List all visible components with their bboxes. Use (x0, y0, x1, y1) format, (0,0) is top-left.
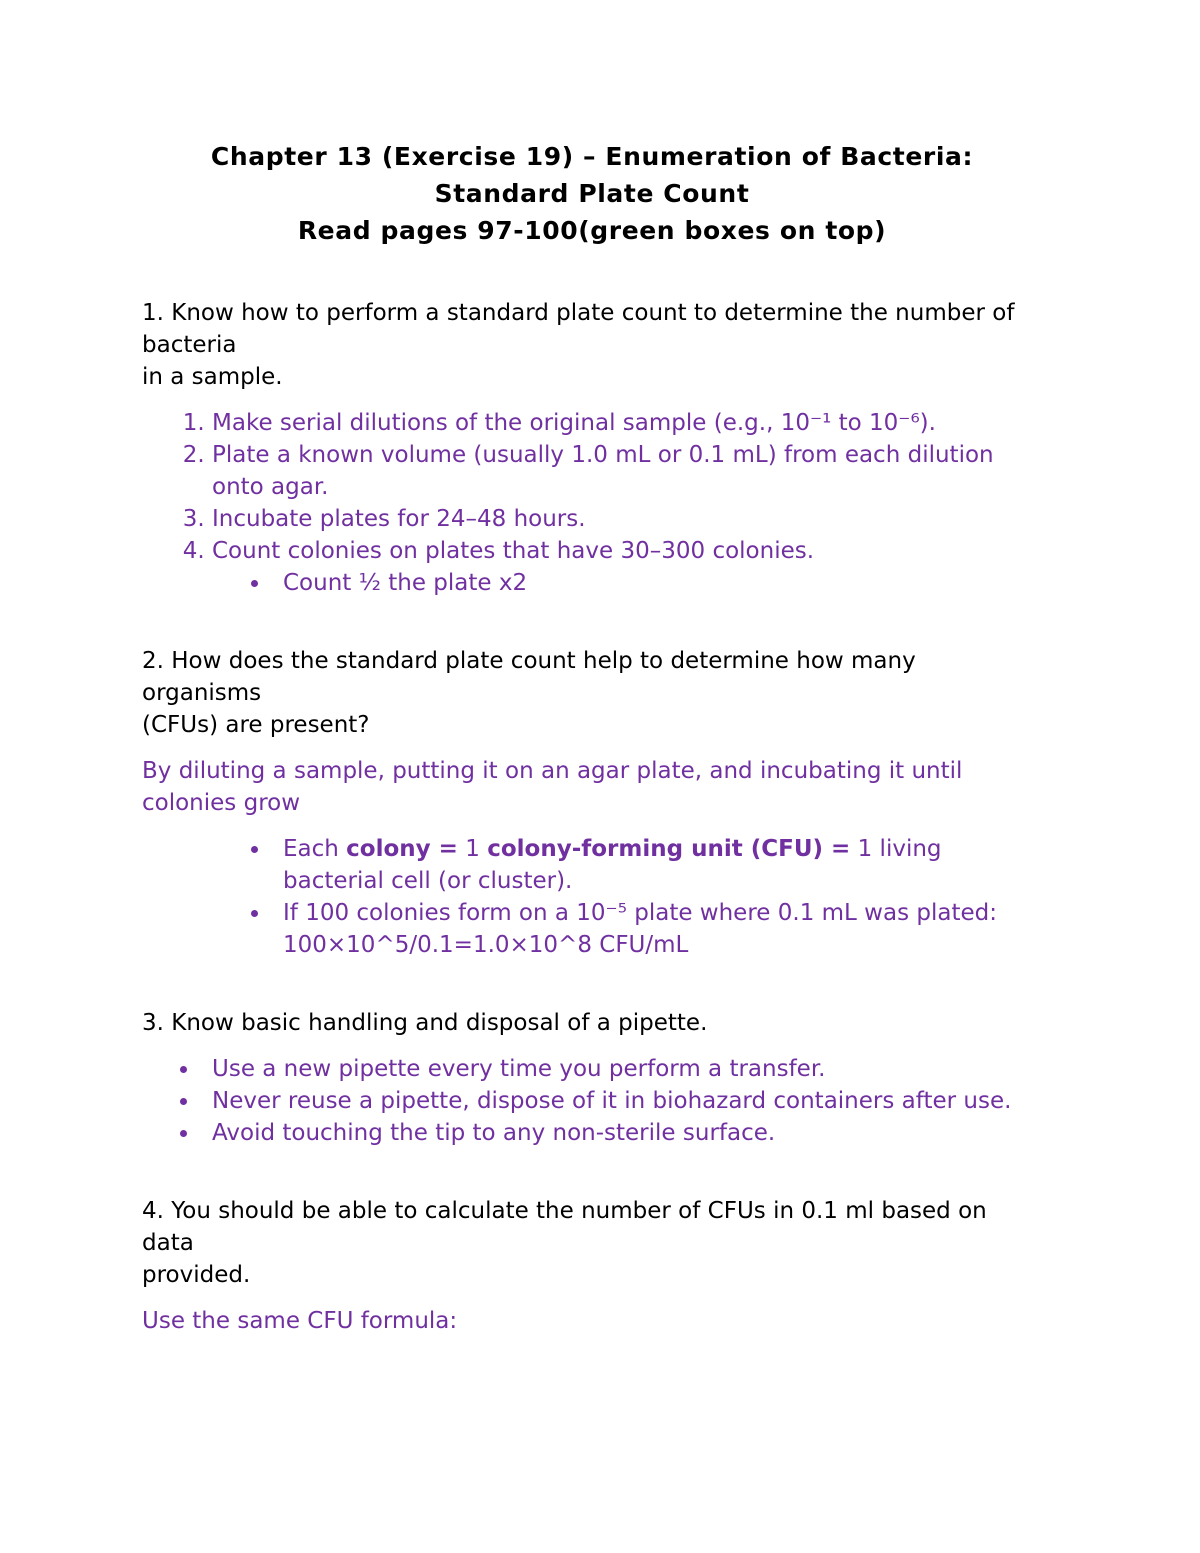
cfu-definition-bullet (283, 833, 1042, 897)
cfu-example-line-2: 100×10^5/0.1=1.0×10^8 CFU/mL (283, 932, 689, 958)
cfu-text-post: 1 living bacterial cell (or cluster). (283, 836, 942, 894)
question-1-sub-bullets (142, 567, 1042, 599)
question-1-line-1: 1. Know how to perform a standard plate count to determine the number of (142, 300, 1015, 326)
step-item: 1. Make serial dilutions of the original sample (e.g., 10⁻¹ to 10⁻⁶). (212, 407, 1042, 439)
question-4 (142, 1195, 1042, 1291)
pipette-bullet: Never reuse a pipette, dispose of it in biohazard containers after use. (212, 1085, 1042, 1117)
question-4-answer: Use the same CFU formula: (142, 1308, 458, 1334)
step-item: 2. Plate a known volume (usually 1.0 mL or 0.1 mL) from each dilution onto agar. (212, 439, 1042, 503)
question-3-line-1: 3. Know basic handling and disposal of a pipette. (142, 1010, 708, 1036)
question-1-steps (142, 407, 1042, 567)
question-1-line-2: bacteria (142, 332, 237, 358)
step-item: 4. Count colonies on plates that have 30–300 colonies. (212, 535, 1042, 567)
document-title (132, 138, 1052, 249)
cfu-example-bullet (283, 897, 1042, 961)
question-4-line-3: provided. (142, 1262, 251, 1288)
step-item: 3. Incubate plates for 24–48 hours. (212, 503, 1042, 535)
question-1 (142, 297, 1042, 393)
cfu-text-bold-2: colony-forming unit (CFU) = (487, 836, 851, 862)
question-2-line-1: 2. How does the standard plate count help to determine how many (142, 648, 916, 674)
pipette-bullet: Avoid touching the tip to any non-sterile surface. (212, 1117, 1042, 1149)
question-4-line-2: data (142, 1230, 194, 1256)
question-2-line-3: (CFUs) are present? (142, 712, 370, 738)
question-2 (142, 645, 1042, 741)
cfu-example-line-1: If 100 colonies form on a 10⁻⁵ plate where 0.1 mL was plated: (283, 900, 997, 926)
cfu-text-mid: 1 (457, 836, 488, 862)
question-4-line-1: 4. You should be able to calculate the number of CFUs in 0.1 ml based on (142, 1198, 987, 1224)
title-line-3: Read pages 97-100(green boxes on top) (297, 216, 887, 245)
question-2-line-2: organisms (142, 680, 262, 706)
document-page (142, 138, 1042, 1337)
question-3 (142, 1007, 1042, 1039)
question-2-answer: By diluting a sample, putting it on an agar plate, and incubating it until colonies grow (142, 758, 963, 816)
question-1-line-3: in a sample. (142, 364, 283, 390)
cfu-text-pre: Each (283, 836, 347, 862)
pipette-bullet: Use a new pipette every time you perform a transfer. (212, 1053, 1042, 1085)
title-line-2: Standard Plate Count (434, 179, 750, 208)
title-line-1: Chapter 13 (Exercise 19) – Enumeration of Bacteria: (210, 142, 974, 171)
question-2-bullets (142, 833, 1042, 961)
question-3-bullets (142, 1053, 1042, 1149)
sub-bullet-item: Count ½ the plate x2 (283, 567, 1042, 599)
cfu-text-bold-1: colony = (346, 836, 458, 862)
